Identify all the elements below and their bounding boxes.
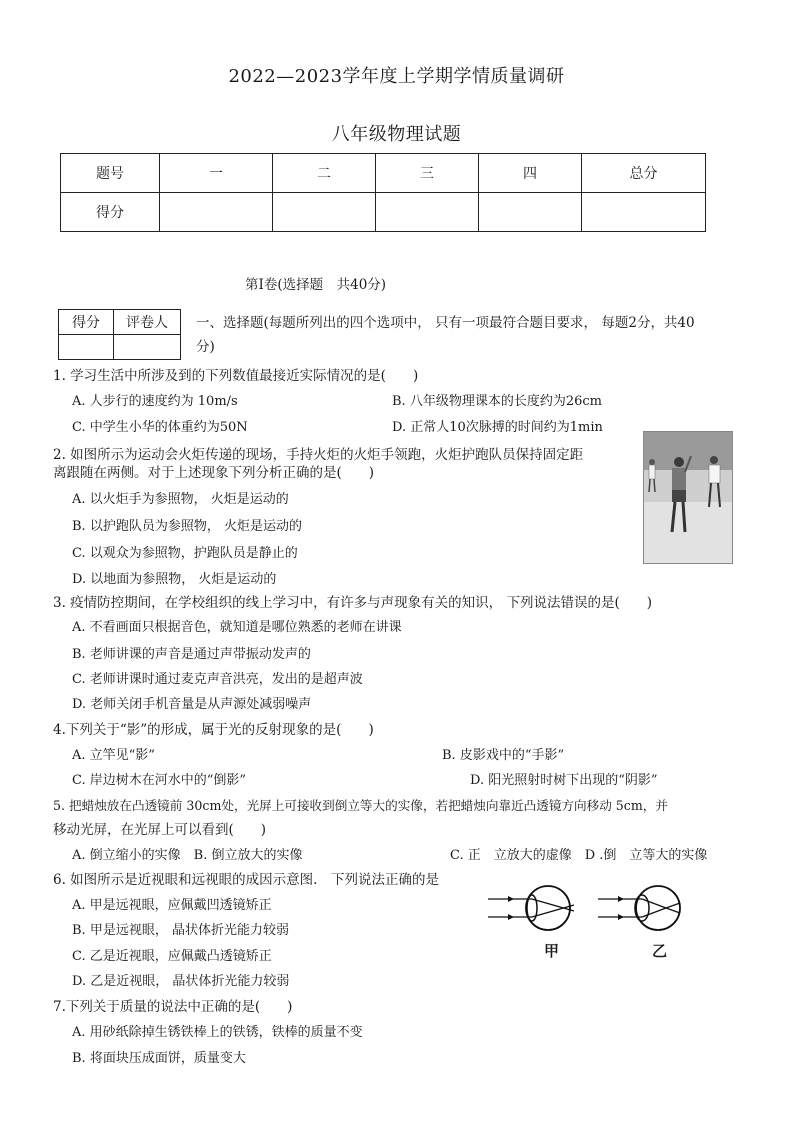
q3-option-a: A. 不看画面只根据音色，就知道是哪位熟悉的老师在讲课 [72, 620, 402, 635]
q4-option-b: B. 皮影戏中的“手影” [442, 748, 565, 763]
grader-score-label: 得分 [59, 310, 114, 335]
q3-stem: 3. 疫情防控期间，在学校组织的线上学习中，有许多与声现象有关的知识， 下列说法错误的是( ) [53, 595, 652, 611]
eye-diagram-right-label: 乙 [652, 942, 668, 960]
eye-diagram-left [486, 880, 576, 940]
score-header-cell: 一 [160, 154, 273, 193]
q7-option-a: A. 用砂纸除掉生锈铁棒上的铁锈，铁棒的质量不变 [72, 1025, 363, 1040]
q1-option-d: D. 正常人10次脉搏的时间约为1min [392, 420, 603, 435]
q6-stem: 6. 如图所示是近视眼和远视眼的成因示意图. 下列说法正确的是 [53, 872, 439, 888]
torch-relay-illustration [644, 432, 732, 563]
section-title: 第Ⅰ卷(选择题 共40分) [245, 277, 387, 293]
q5-stem-line1: 5. 把蜡烛放在凸透镜前 30cm处，光屏上可接收到倒立等大的实像，若把蜡烛向靠近凸透镜方向移动 5cm，并 [53, 798, 668, 813]
q2-option-c: C. 以观众为参照物，护跑队员是静止的 [72, 546, 298, 561]
exam-subtitle: 八年级物理试题 [331, 124, 462, 145]
q1-option-a: A. 人步行的速度约为 10m/s [72, 394, 238, 409]
eye-diagram-right [596, 880, 682, 940]
score-cell[interactable] [376, 193, 479, 232]
score-cell[interactable] [582, 193, 706, 232]
q2-stem-line1: 2. 如图所示为运动会火炬传递的现场，手持火炬的火炬手领跑，火炬护跑队员保持固定距 [53, 447, 584, 463]
grader-name-cell[interactable] [114, 335, 181, 360]
score-header-cell: 总分 [582, 154, 706, 193]
q3-option-d: D. 老师关闭手机音量是从声源处减弱噪声 [72, 697, 312, 712]
score-header-cell: 二 [273, 154, 376, 193]
q7-stem: 7.下列关于质量的说法中正确的是( ) [53, 999, 293, 1015]
q1-stem: 1. 学习生活中所涉及到的下列数值最接近实际情况的是( ) [53, 368, 419, 384]
q4-stem: 4.下列关于“影”的形成，属于光的反射现象的是( ) [53, 722, 374, 738]
score-cell[interactable] [273, 193, 376, 232]
q5-options-cd: C. 正 立放大的虚像 D .倒 立等大的实像 [450, 848, 708, 863]
q4-option-a: A. 立竿见“影” [72, 748, 155, 763]
exam-title: 2022—2023学年度上学期学情质量调研 [228, 66, 565, 87]
section-intro-line2: 分) [196, 339, 215, 355]
score-cell[interactable] [160, 193, 273, 232]
q6-option-c: C. 乙是近视眼，应佩戴凸透镜矫正 [72, 949, 272, 964]
score-header-cell: 题号 [61, 154, 160, 193]
q2-stem-line2: 离跟随在两侧。对于上述现象下列分析正确的是( ) [53, 465, 375, 481]
score-table-score-row [61, 193, 706, 232]
q5-options-ab: A. 倒立缩小的实像 B. 倒立放大的实像 [72, 848, 303, 863]
q6-option-d: D. 乙是近视眼， 晶状体折光能力较弱 [72, 974, 290, 989]
q2-option-d: D. 以地面为参照物， 火炬是运动的 [72, 572, 277, 587]
q3-option-c: C. 老师讲课时通过麦克声音洪亮，发出的是超声波 [72, 672, 363, 687]
torch-relay-photo [643, 431, 733, 564]
q6-option-b: B. 甲是远视眼， 晶状体折光能力较弱 [72, 923, 289, 938]
score-row-label: 得分 [61, 193, 160, 232]
grader-name-label: 评卷人 [114, 310, 181, 335]
eye-diagram-left-label: 甲 [544, 942, 560, 960]
q6-option-a: A. 甲是远视眼，应佩戴凹透镜矫正 [72, 898, 272, 913]
score-header-cell: 三 [376, 154, 479, 193]
q5-stem-line2: 移动光屏，在光屏上可以看到( ) [53, 822, 267, 838]
score-table-header-row [61, 154, 706, 193]
q4-option-d: D. 阳光照射时树下出现的“阴影” [470, 773, 658, 788]
q7-option-b: B. 将面块压成面饼，质量变大 [72, 1051, 246, 1066]
score-header-cell: 四 [479, 154, 582, 193]
score-table [60, 153, 706, 232]
q2-option-a: A. 以火炬手为参照物， 火炬是运动的 [72, 492, 289, 507]
grader-table [58, 309, 181, 360]
score-cell[interactable] [479, 193, 582, 232]
section-intro-line1: 一、选择题(每题所列出的四个选项中， 只有一项最符合题目要求， 每题2分，共40 [196, 315, 695, 331]
grader-score-cell[interactable] [59, 335, 114, 360]
q1-option-b: B. 八年级物理课本的长度约为26cm [392, 394, 602, 409]
q4-option-c: C. 岸边树木在河水中的“倒影” [72, 773, 247, 788]
q3-option-b: B. 老师讲课的声音是通过声带振动发声的 [72, 647, 311, 662]
q1-option-c: C. 中学生小华的体重约为50N [72, 420, 248, 435]
q2-option-b: B. 以护跑队员为参照物， 火炬是运动的 [72, 519, 302, 534]
